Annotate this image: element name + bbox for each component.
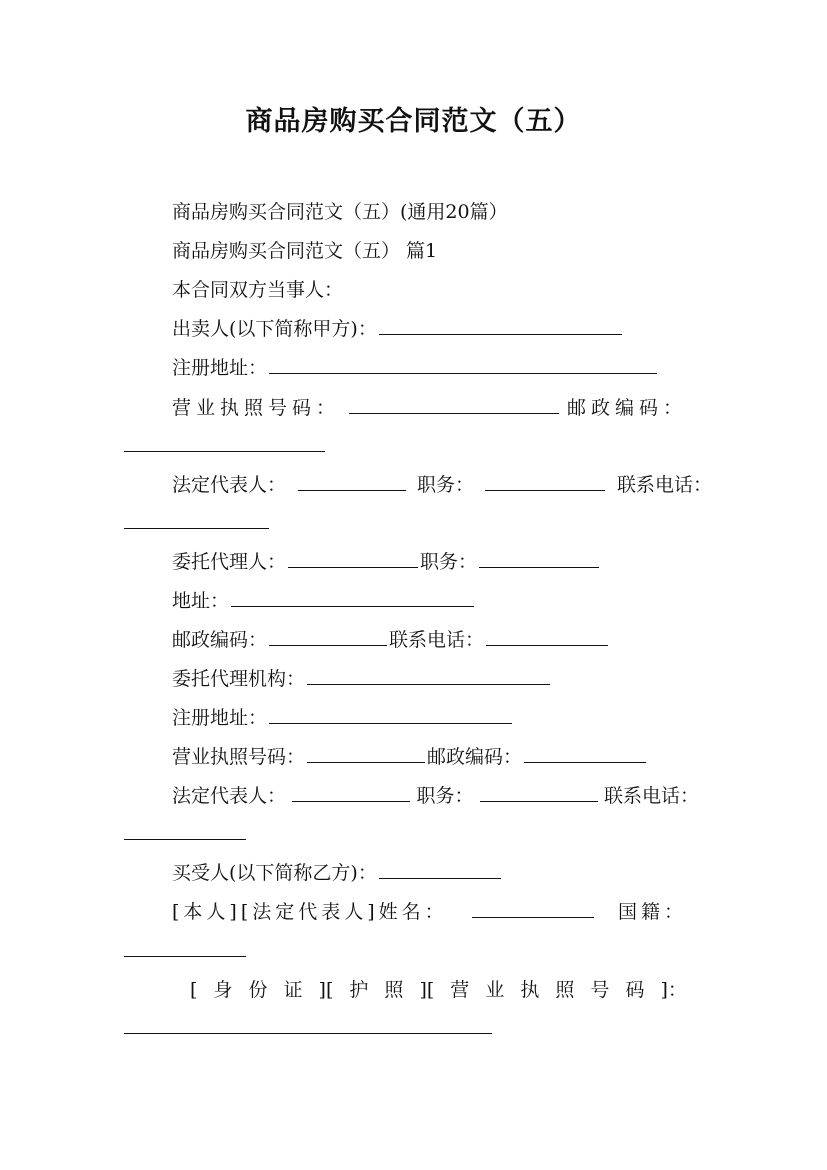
id-char: ][ bbox=[318, 979, 334, 1001]
id-char: 照 bbox=[384, 979, 404, 1001]
buyer-label: 买受人(以下简称乙方)： bbox=[172, 862, 377, 884]
agency-license-line bbox=[172, 745, 648, 769]
address-label: 地址： bbox=[172, 590, 230, 612]
agent-postcode-label: 邮政编码： bbox=[172, 629, 268, 651]
seller-license-line bbox=[172, 396, 687, 420]
agency-position-blank[interactable] bbox=[480, 801, 598, 802]
id-char: [ bbox=[190, 979, 198, 1001]
id-char: 码 bbox=[625, 979, 645, 1001]
buyer-line bbox=[172, 861, 503, 885]
reg-address-blank[interactable] bbox=[269, 373, 657, 374]
agent-label: 委托代理人： bbox=[172, 551, 287, 573]
agent-blank[interactable] bbox=[288, 567, 418, 568]
id-char: 份 bbox=[248, 979, 268, 1001]
buyer-blank[interactable] bbox=[379, 878, 501, 879]
id-char: 营 bbox=[450, 979, 470, 1001]
agent-position-blank[interactable] bbox=[479, 567, 599, 568]
phone-label: 联系电话： bbox=[616, 474, 712, 496]
nationality-label: 国籍： bbox=[617, 901, 687, 923]
agency-postcode-label: 邮政编码： bbox=[427, 746, 523, 768]
id-char: ][ bbox=[419, 979, 435, 1001]
id-char: 号 bbox=[590, 979, 610, 1001]
agency-position-label: 职务： bbox=[416, 785, 474, 807]
agency-legal-rep-blank[interactable] bbox=[292, 801, 410, 802]
agency-reg-address-label: 注册地址： bbox=[172, 707, 268, 729]
agency-reg-address-blank[interactable] bbox=[269, 723, 512, 724]
seller-label: 出卖人(以下简称甲方)： bbox=[172, 318, 377, 340]
reg-address-label: 注册地址： bbox=[172, 357, 268, 379]
buyer-name-line bbox=[172, 900, 687, 924]
agency-phone-blank[interactable] bbox=[124, 839, 246, 840]
name-label: [本人][法定代表人]姓名： bbox=[172, 901, 448, 923]
postcode-label: 邮政编码： bbox=[566, 397, 687, 419]
license-no-blank[interactable] bbox=[349, 413, 559, 414]
postcode-blank[interactable] bbox=[124, 451, 325, 452]
id-char: 护 bbox=[349, 979, 369, 1001]
agency-line bbox=[172, 667, 552, 691]
agent-position-label: 职务： bbox=[420, 551, 478, 573]
phone-blank[interactable] bbox=[124, 528, 269, 529]
position-label: 职务： bbox=[416, 474, 474, 496]
name-blank[interactable] bbox=[472, 917, 594, 918]
document-title: 商品房购买合同范文（五） bbox=[245, 106, 582, 137]
agent-phone-blank[interactable] bbox=[486, 645, 608, 646]
agency-license-blank[interactable] bbox=[307, 762, 425, 763]
id-number-blank[interactable] bbox=[124, 1033, 492, 1034]
id-char: 身 bbox=[213, 979, 233, 1001]
id-char: 照 bbox=[555, 979, 575, 1001]
buyer-id-line bbox=[190, 978, 687, 1002]
agency-blank[interactable] bbox=[307, 684, 550, 685]
legal-rep-blank[interactable] bbox=[298, 490, 406, 491]
section-heading: 商品房购买合同范文（五） 篇1 bbox=[172, 240, 438, 262]
nationality-blank[interactable] bbox=[124, 956, 246, 957]
agent-address-line bbox=[172, 589, 476, 613]
position-blank[interactable] bbox=[485, 490, 605, 491]
seller-reg-address-line bbox=[172, 356, 659, 380]
license-no-label: 营业执照号码： bbox=[172, 397, 341, 419]
agency-license-label: 营业执照号码： bbox=[172, 746, 306, 768]
id-char: 证 bbox=[283, 979, 303, 1001]
document-subtitle: 商品房购买合同范文（五）(通用20篇） bbox=[172, 201, 508, 223]
seller-blank[interactable] bbox=[379, 334, 622, 335]
agency-legal-rep-line bbox=[172, 784, 699, 808]
address-blank[interactable] bbox=[231, 606, 474, 607]
agent-line bbox=[172, 550, 601, 574]
parties-intro: 本合同双方当事人： bbox=[172, 279, 344, 301]
id-char: 执 bbox=[520, 979, 540, 1001]
agency-legal-rep-label: 法定代表人： bbox=[172, 785, 287, 807]
agency-reg-address-line bbox=[172, 706, 514, 730]
id-char: 业 bbox=[485, 979, 505, 1001]
agency-postcode-blank[interactable] bbox=[524, 762, 646, 763]
legal-rep-label: 法定代表人： bbox=[172, 474, 287, 496]
agency-label: 委托代理机构： bbox=[172, 668, 306, 690]
agent-postcode-line bbox=[172, 628, 610, 652]
agency-phone-label: 联系电话： bbox=[603, 785, 699, 807]
id-char: ]： bbox=[660, 979, 687, 1001]
agent-postcode-blank[interactable] bbox=[269, 645, 387, 646]
agent-phone-label: 联系电话： bbox=[389, 629, 485, 651]
seller-line bbox=[172, 317, 624, 341]
seller-legal-rep-line bbox=[172, 473, 712, 497]
